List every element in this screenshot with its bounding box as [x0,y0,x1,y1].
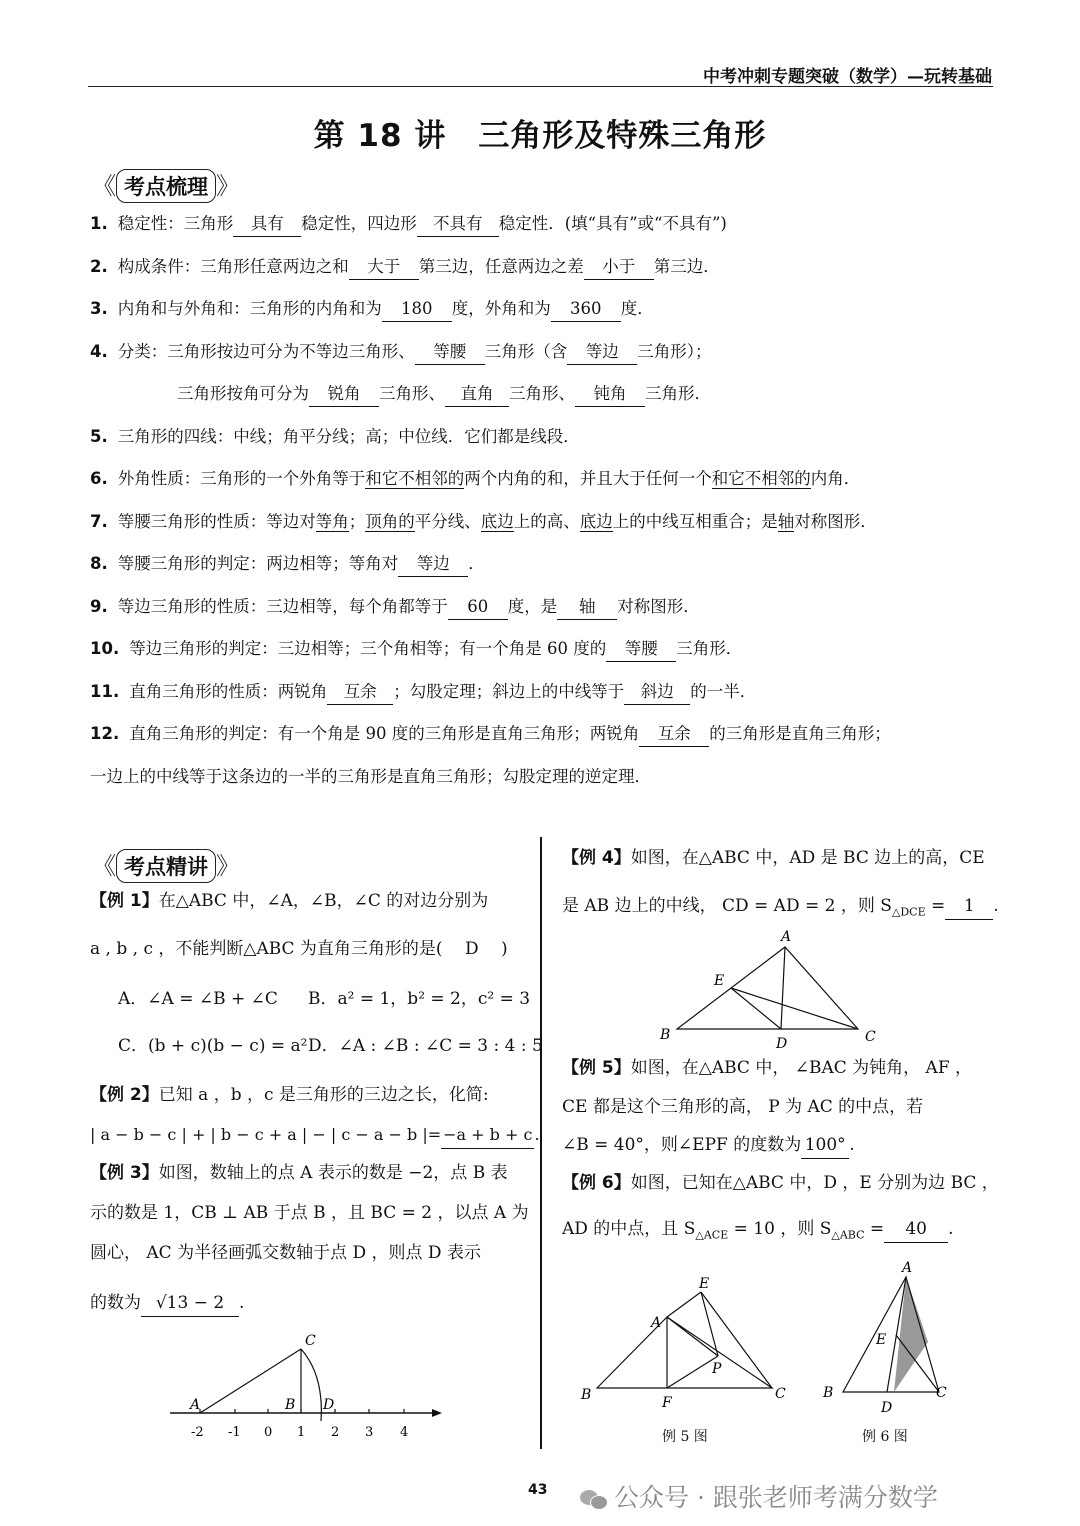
point-label-b: B [660,1027,671,1043]
point-label-a: A [902,1260,913,1276]
header-title: 中考冲刺专题突破（数学）—玩转基础 [703,67,992,87]
point-7: 7. 等腰三角形的性质：等边对等角；顶角的平分线、底边上的高、底边上的中线互相重合；是轴对称图形． [90,512,877,531]
point-12-cont: 一边上的中线等于这条边的一半的三角形是直角三角形；勾股定理的逆定理． [90,767,651,786]
point-5: 5. 三角形的四线：中线；角平分线；高；中位线．它们都是线段． [90,427,580,446]
example-3-line-3: 圆心， AC 为半径画弧交数轴于点 D ，则点 D 表示 [90,1243,481,1263]
tick-label: 4 [400,1425,409,1440]
point-label-p: P [712,1361,722,1377]
example-4-figure [655,925,885,1053]
example-1-option-a: A．∠A = ∠B + ∠C [118,989,278,1009]
section-heading-examples: 《 考点精讲 》 [92,846,240,883]
point-label-d: D [776,1036,788,1052]
point-label-c: C [936,1385,947,1401]
example-5-line-1: 【例 5】如图，在△ABC 中， ∠BAC 为钝角， AF ， [562,1058,973,1078]
axis-arrow-icon [432,1409,442,1417]
point-label-c: C [865,1029,876,1045]
section-heading-review: 《 考点梳理 》 [92,166,240,203]
tick-label: -1 [228,1425,241,1440]
example-5-line-3: ∠B = 40°，则∠EPF 的度数为 100° . [562,1132,855,1159]
point-label-e: E [876,1332,887,1348]
figure-caption-example-6: 例 6 图 [862,1429,908,1445]
point-1: 1. 稳定性：三角形 具有 稳定性，四边形 不具有 稳定性．(填“具有”或“不具有”) [90,212,727,237]
tick-label: 1 [297,1425,306,1440]
extension-ae [667,1292,701,1317]
point-label-c: C [305,1333,316,1349]
segment-ed [731,988,781,1029]
point-11: 11. 直角三角形的性质：两锐角 互余 ；勾股定理；斜边上的中线等于 斜边 的一半． [90,680,756,705]
example-3-line-4: 的数为 √13 − 2 . [90,1290,244,1317]
example-4-line-1: 【例 4】如图，在△ABC 中，AD 是 BC 边上的高，CE [562,848,985,868]
point-label-a: A [190,1397,201,1413]
point-9: 9. 等边三角形的性质：三边相等，每个角都等于 60 度，是 轴 对称图形． [90,595,700,620]
point-4: 4. 分类：三角形按边可分为不等边三角形、 等腰 三角形（含 等边 三角形）； [90,340,712,365]
segment-fp [667,1356,718,1388]
point-label-f: F [662,1395,672,1411]
example-1-option-b: B．a² = 1，b² = 2，c² = 3 [308,989,531,1009]
tick-label: -2 [191,1425,204,1440]
point-2: 2. 构成条件：三角形任意两边之和 大于 第三边，任意两边之差 小于 第三边． [90,255,720,280]
wechat-icon [580,1488,608,1510]
example-1-option-c: C．(b + c)(b − c) = a² [118,1036,308,1056]
point-6: 6. 外角性质：三角形的一个外角等于和它不相邻的两个内角的和，并且大于任何一个和它不相邻的内角． [90,469,861,488]
example-1-line-2: a , b , c ，不能判断△ABC 为直角三角形的是( D ) [90,939,508,959]
tick-label: 2 [331,1425,340,1440]
point-label-b: B [823,1385,834,1401]
number-line-figure [160,1325,450,1445]
point-label-e: E [714,973,725,989]
point-4-cont: 三角形按角可分为 锐角 三角形、 直角 三角形、 钝角 三角形． [177,382,711,407]
example-6-figure [818,1255,958,1425]
point-12: 12. 直角三角形的判定：有一个角是 90 度的三角形是直角三角形；两锐角 互余 的三角形是直角三角形； [90,722,891,747]
example-3-line-1: 【例 3】如图，数轴上的点 A 表示的数是 −2，点 B 表 [90,1163,508,1183]
header-divider [88,86,993,87]
point-label-a: A [781,929,792,945]
tick-label: 3 [365,1425,374,1440]
example-5-figure [575,1275,800,1425]
point-label-a: A [651,1315,662,1331]
point-label-c: C [775,1386,786,1402]
tick-label: 0 [264,1425,273,1440]
point-8: 8. 等腰三角形的判定：两边相等；等角对 等边 ． [90,552,485,577]
altitude-ad [781,947,785,1029]
example-2-line-2: | a − b − c | + | b − c + a | − | c − a − b |= −a + b + c . [90,1122,540,1149]
example-4-line-2: 是 AB 边上的中线， CD = AD = 2 ，则 $S_{\triangle DCE} = 1$ . [562,893,999,925]
arc-cd [301,1349,321,1421]
point-label-d: D [323,1397,335,1413]
watermark: 公众号 · 跟张老师考满分数学 [580,1478,938,1514]
example-6-line-1: 【例 6】如图，已知在△ABC 中，D ，E 分别为边 BC ， [562,1173,999,1193]
point-label-e: E [699,1276,710,1292]
example-5-line-2: CE 都是这个三角形的高， P 为 AC 的中点，若 [562,1097,924,1117]
example-6-line-2: AD 的中点，且 $S_{\triangle ACE} = 10$ ，则 $S_{\triangle ABC} = 40$ . [562,1216,954,1248]
triangle-abc [677,947,858,1029]
page-title: 第 18 讲 三角形及特殊三角形 [313,118,767,154]
example-1-line-1: 【例 1】在△ABC 中，∠A，∠B，∠C 的对边分别为 [90,891,489,911]
point-label-d: D [881,1400,893,1416]
point-3: 3. 内角和与外角和：三角形的内角和为 180 度，外角和为 360 度． [90,297,654,322]
page-number: 43 [528,1482,548,1498]
point-label-b: B [285,1397,296,1413]
example-1-option-d: D．∠A : ∠B : ∠C = 3 : 4 : 5 [308,1036,543,1056]
point-10: 10. 等边三角形的判定：三边相等；三个角相等；有一个角是 60 度的 等腰 三角形． [90,637,742,662]
example-2-line-1: 【例 2】已知 a ，b ，c 是三角形的三边之长，化简: [90,1085,489,1105]
example-3-line-2: 示的数是 1，CB ⊥ AB 于点 B ，且 BC = 2 ，以点 A 为 [90,1203,529,1223]
column-divider [540,837,542,1449]
point-label-b: B [581,1387,592,1403]
segment-ap [667,1317,718,1356]
figure-caption-example-5: 例 5 图 [662,1429,708,1445]
